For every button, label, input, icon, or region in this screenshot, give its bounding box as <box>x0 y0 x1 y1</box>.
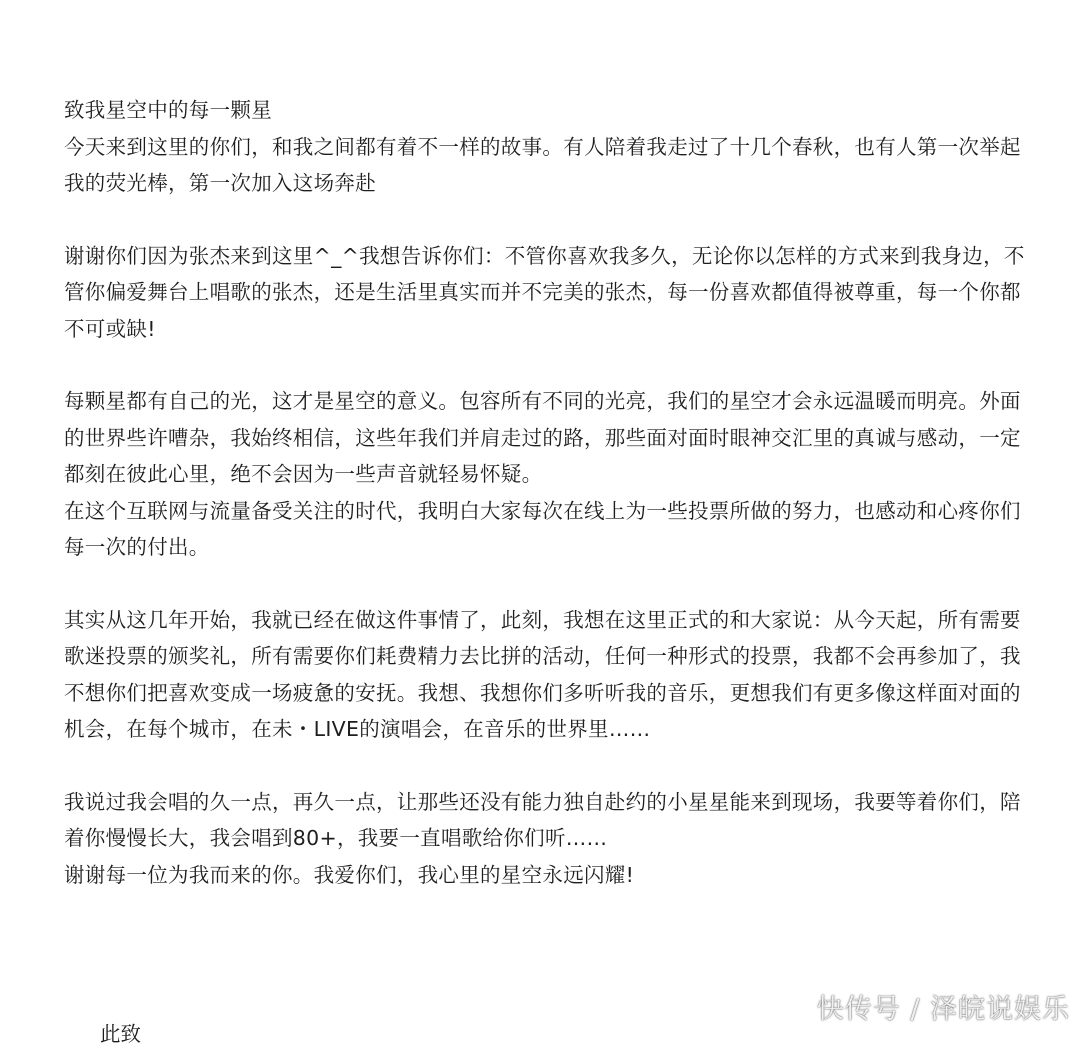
paragraph-4: 在这个互联网与流量备受关注的时代，我明白大家每次在线上为一些投票所做的努力，也感动和心疼你们每一次的付出。 <box>64 498 1021 559</box>
paragraph-5: 其实从这几年开始，我就已经在做这件事情了，此刻，我想在这里正式的和大家说：从今天起，所有需要歌迷投票的颁奖礼，所有需要你们耗费精力去比拼的活动，任何一种形式的投票，我都不会再参加了，我不想你们把喜欢变成一场疲惫的安抚。我想、我想你们多听听我的音乐，更想我们有更多像这样面对面的机会，在每个城市，在未・LIVE的演唱会，在音乐的世界里…… <box>64 607 1021 741</box>
paragraph-2: 谢谢你们因为张杰来到这里^_^我想告诉你们：不管你喜欢我多久，无论你以怎样的方式来到我身边，不管你偏爱舞台上唱歌的张杰，还是生活里真实而并不完美的张杰，每一份喜欢都值得被尊重，每一个你都不可或缺! <box>64 243 1025 341</box>
paragraph-gap <box>64 748 1030 784</box>
paragraph-gap <box>64 347 1030 383</box>
letter-signoff: 此致 <box>100 1022 141 1046</box>
paragraph-3: 每颗星都有自己的光，这才是星空的意义。包容所有不同的光亮，我们的星空才会永远温暖而明亮。外面的世界些许嘈杂，我始终相信，这些年我们并肩走过的路，那些面对面时眼神交汇里的真诚与感动，一定都刻在彼此心里，绝不会因为一些声音就轻易怀疑。 <box>64 389 1021 486</box>
paragraph-7: 谢谢每一位为我而来的你。我爱你们，我心里的星空永远闪耀! <box>64 862 635 887</box>
paragraph-gap <box>64 202 1030 238</box>
paragraph-1: 今天来到这里的你们，和我之间都有着不一样的故事。有人陪着我走过了十几个春秋，也有人第一次举起我的荧光棒，第一次加入这场奔赴 <box>64 134 1021 195</box>
paragraph-6: 我说过我会唱的久一点，再久一点，让那些还没有能力独自赴约的小星星能来到现场，我要等着你们，陪着你慢慢长大，我会唱到80+，我要一直唱歌给你们听…… <box>64 789 1021 850</box>
letter-greeting: 致我星空中的每一颗星 <box>64 98 272 122</box>
letter-body <box>64 92 1030 893</box>
watermark-text: 快传号 / 泽皖说娱乐 <box>816 994 1070 1025</box>
paragraph-gap <box>64 566 1030 602</box>
